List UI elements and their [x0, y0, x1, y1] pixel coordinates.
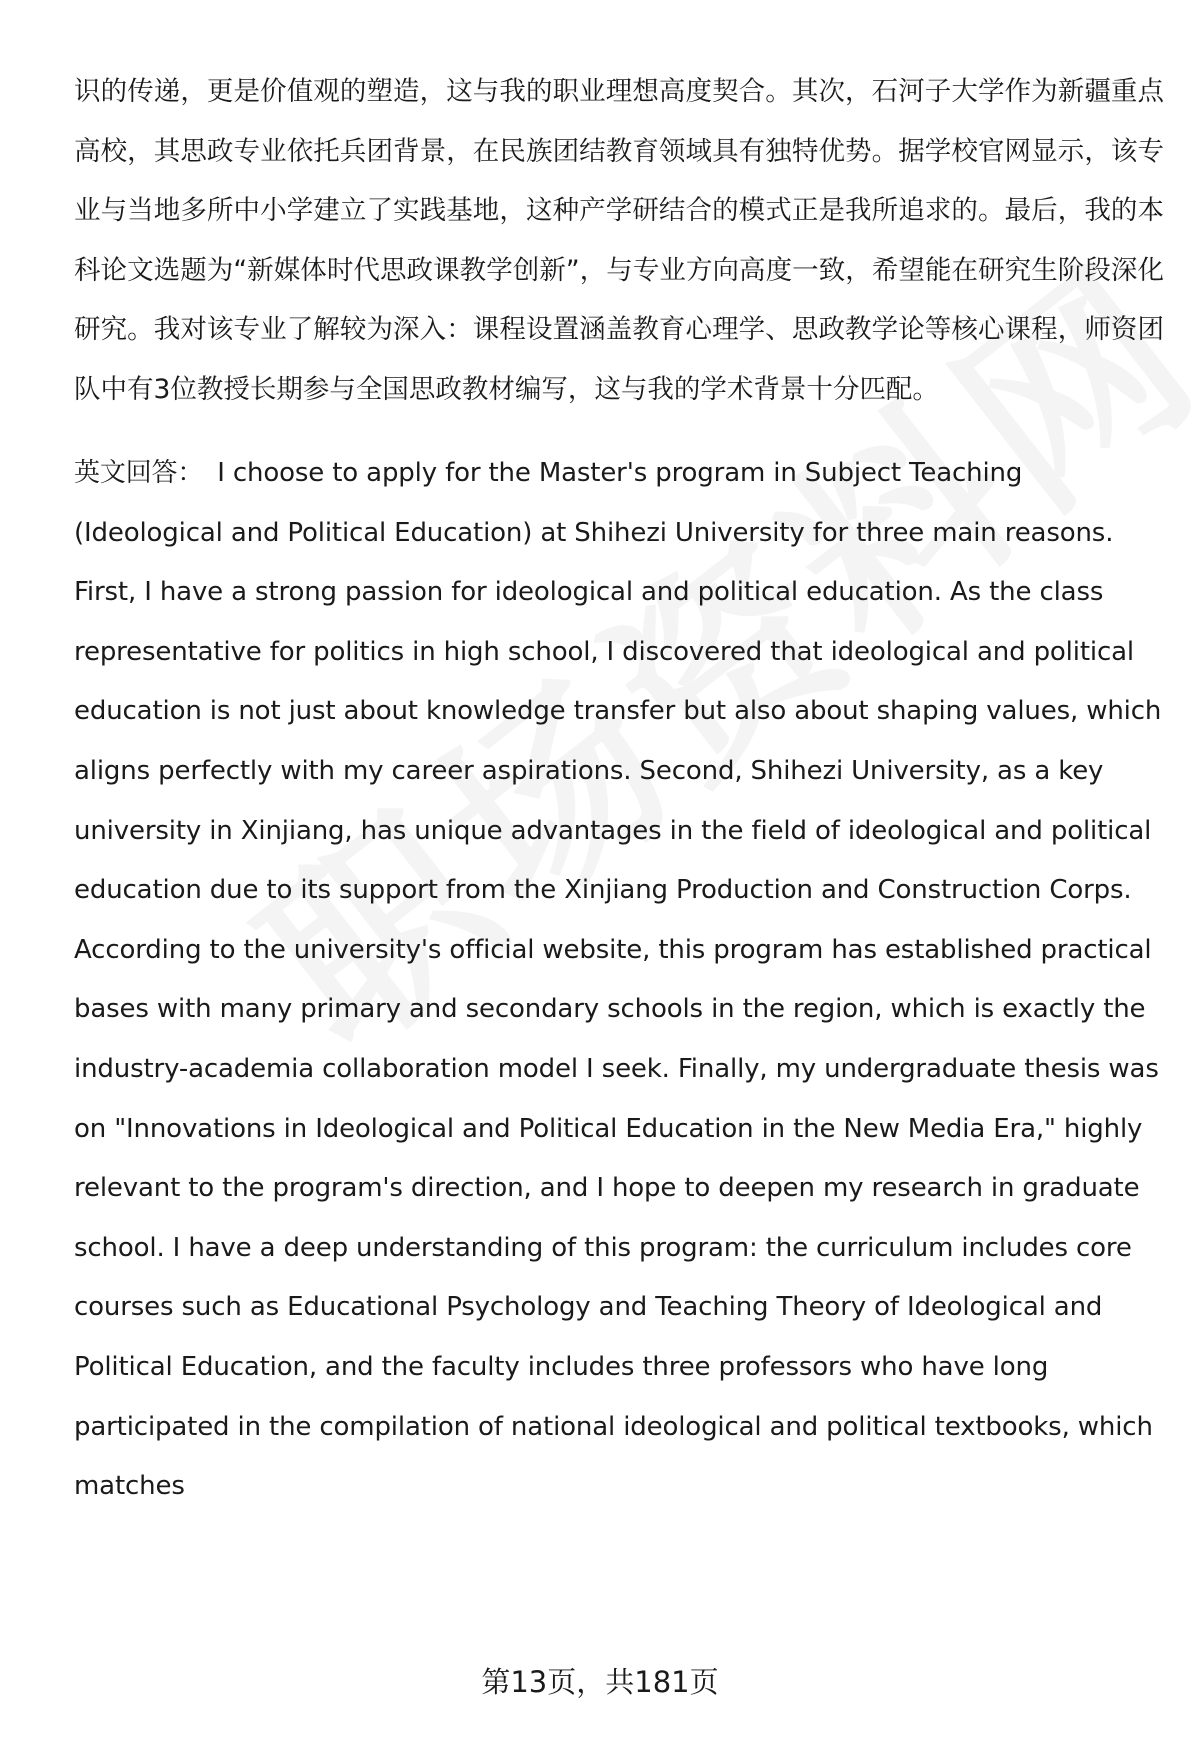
english-answer-paragraph [74, 444, 1164, 1517]
document-body [74, 62, 1164, 1517]
english-answer-label: 英文回答： [74, 458, 204, 488]
page-number-footer: 第13页，共181页 [481, 1665, 719, 1699]
chinese-answer-paragraph: 识的传递，更是价值观的塑造，这与我的职业理想高度契合。其次，石河子大学作为新疆重点高校，其思政专业依托兵团背景，在民族团结教育领域具有独特优势。据学校官网显示，该专业与当地多所中小学建立了实践基地，这种产学研结合的模式正是我所追求的。最后，我的本科论文选题为“新媒体时代思政课教学创新”，与专业方向高度一致，希望能在研究生阶段深化研究。我对该专业了解较为深入：课程设置涵盖教育心理学、思政教学论等核心课程，师资团队中有3位教授长期参与全国思政教材编写，这与我的学术背景十分匹配。 [74, 76, 1164, 405]
english-answer-text: I choose to apply for the Master's program in Subject Teaching (Ideological and Political Education) at Shihezi University for three main reasons. First, I have a strong passion for ideological and political education. As the class representative for politics in high school, I discovered that ideological and political education is not just about knowledge transfer but also about shaping values, which aligns perfectly with my career aspirations. Second, Shihezi University, as a key university in Xinjiang, has unique advantages in the field of ideological and political education due to its support from the Xinjiang Production and Construction Corps. According to the university's official website, this program has established practical bases with many primary and secondary schools in the region, which is exactly the industry-academia collaboration model I seek. Finally, my undergraduate thesis was on "Innovations in Ideological and Political Education in the New Media Era," highly relevant to the program's direction, and I hope to deepen my research in graduate school. I have a deep understanding of this program: the curriculum includes core courses such as Educational Psychology and Teaching Theory of Ideological and Political Education, and the faculty includes three professors who have long participated in the compilation of national ideological and political textbooks, which matches [74, 458, 1162, 1502]
